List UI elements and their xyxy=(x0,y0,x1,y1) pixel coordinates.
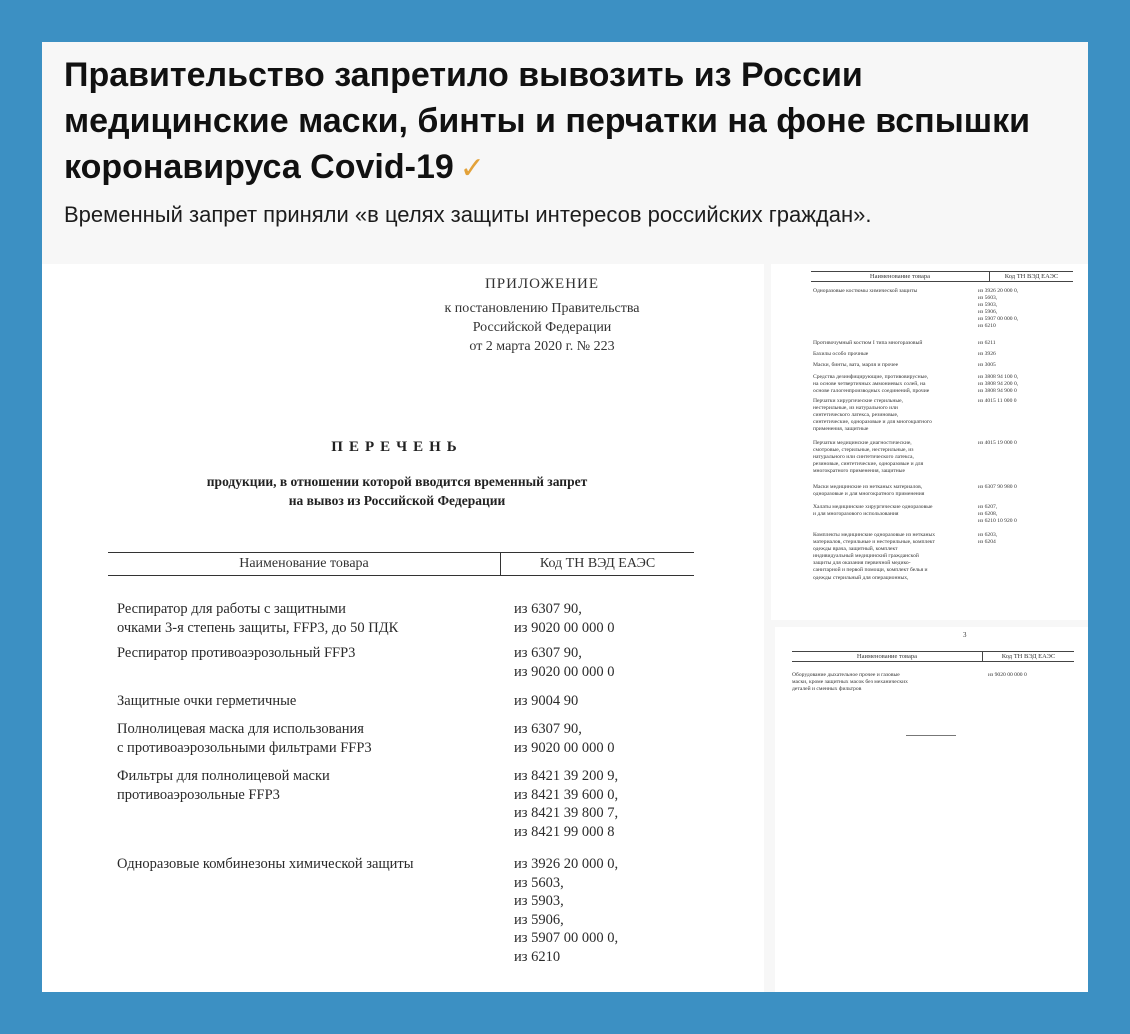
end-divider xyxy=(906,735,956,736)
subtitle: Временный запрет приняли «в целях защиты интересов российских граждан». xyxy=(64,202,872,227)
row-name: Бахилы особо прочные xyxy=(813,351,869,357)
table-row xyxy=(117,600,707,637)
table-header xyxy=(811,271,1073,282)
table-row xyxy=(813,288,1083,331)
row-name: Средства дезинфицирующие, противовирусные, на основе четвертичных аммониевых солей, на основе галогенпроизводных соединений, прочие xyxy=(813,374,930,395)
row-code: из 6203, из 6204 xyxy=(978,532,998,546)
table-row xyxy=(813,484,1083,498)
row-name: Перчатки хирургические стерильные, нестерильные, из натурального или синтетического латекса, резиновые, синтетические, одноразовые и для многократного применения, защитные xyxy=(813,398,932,433)
check-icon: ✓ xyxy=(459,152,485,185)
table-row xyxy=(117,767,707,841)
row-code: из 9004 90 xyxy=(514,693,579,709)
appendix-line: Российской Федерации xyxy=(472,320,612,335)
row-name: Полнолицевая маска для использования с противоаэрозольными фильтрами FFP3 xyxy=(117,721,372,756)
table-header xyxy=(108,552,694,576)
news-card xyxy=(42,42,1088,992)
table-row xyxy=(792,672,1082,693)
table-row xyxy=(117,720,707,757)
document-page-three xyxy=(775,627,1088,992)
list-title: ПЕРЕЧЕНЬ xyxy=(331,439,463,455)
column-header-code: Код ТН ВЭД ЕАЭС xyxy=(1004,273,1059,280)
table-row xyxy=(117,855,707,966)
appendix-block xyxy=(382,276,702,356)
document-page-main xyxy=(42,264,764,992)
row-name: Оборудование дыхательное прочее и газовые маски, кроме защитных масок без механических деталей и сменных фильтров xyxy=(792,672,908,693)
table-row xyxy=(117,644,707,681)
appendix-line: от 2 марта 2020 г. № 223 xyxy=(469,339,615,354)
row-code: из 6307 90, из 9020 00 000 0 xyxy=(514,721,615,756)
row-name: Маски, бинты, вата, марля и прочее xyxy=(813,362,899,368)
row-name: Противочумный костюм I типа многоразовый xyxy=(813,340,923,346)
table-row xyxy=(813,351,1083,358)
table-header xyxy=(792,651,1074,662)
row-code: из 6307 90, из 9020 00 000 0 xyxy=(514,645,615,680)
row-name: Маски медицинские из нетканых материалов, одноразовые и для многократного применения xyxy=(813,484,925,498)
column-header-name: Наименование товара xyxy=(108,553,501,575)
row-name: Респиратор для работы с защитными очками 3-я степень защиты, FFP3, до 50 ПДК xyxy=(117,601,399,636)
column-header-code: Код ТН ВЭД ЕАЭС xyxy=(539,556,656,571)
row-code: из 3926 20 000 0, из 5603, из 5903, из 5906, из 5907 00 000 0, из 6210 xyxy=(978,288,1019,330)
row-name: Комплекты медицинские одноразовые из нетканых материалов, стерильные и нестерильные, комплект одежды врача, защитный, комплект индивидуальный медицинский гражданской защиты для оказания первичной медико- санитарной и первой помощи, комплект белья и одежды стерильный для операционных, xyxy=(813,532,936,581)
row-name: Защитные очки герметичные xyxy=(117,693,297,709)
row-code: из 6207, из 6208, из 6210 10 920 0 xyxy=(978,504,1017,525)
column-header-name: Наименование товара xyxy=(811,272,990,281)
row-code: из 3926 xyxy=(978,351,996,357)
row-code: из 3808 94 100 0, из 3808 94 200 0, из 3808 94 900 0 xyxy=(978,374,1019,395)
list-subtitle xyxy=(102,472,692,510)
row-name: Перчатки медицинские диагностические, смотровые, стерильные, нестерильные, из натурального или синтетического латекса, резиновые, синтетические, одноразовые и для многократного применения, защитные xyxy=(813,440,924,475)
table-row xyxy=(813,504,1083,525)
list-subtitle-line: продукции, в отношении которой вводится временный запрет xyxy=(206,474,588,489)
row-code: из 8421 39 200 9, из 8421 39 600 0, из 8421 39 800 7, из 8421 99 000 8 xyxy=(514,768,619,840)
list-subtitle-line: на вывоз из Российской Федерации xyxy=(288,493,506,508)
headline-text: Правительство запретило вывозить из России медицинские маски, бинты и перчатки на фоне вспышки коронавируса Covid-19 xyxy=(64,56,1030,186)
headline[interactable] xyxy=(64,52,1074,192)
document-page-two xyxy=(771,264,1088,620)
row-code: из 3005 xyxy=(978,362,996,368)
row-name: Респиратор противоаэрозольный FFP3 xyxy=(117,645,356,661)
row-code: из 6307 90, из 9020 00 000 0 xyxy=(514,601,615,636)
appendix-line: к постановлению Правительства xyxy=(444,301,640,316)
page-number: 3 xyxy=(963,631,967,639)
row-code: из 6307 90 980 0 xyxy=(978,484,1017,490)
row-code: из 6211 xyxy=(978,340,996,346)
row-code: из 4015 19 000 0 xyxy=(978,440,1017,446)
row-name: Халаты медицинские хирургические одноразовые и для многоразового использования xyxy=(813,504,933,518)
table-row xyxy=(813,440,1083,475)
row-name: Одноразовые костюмы химической защиты xyxy=(813,288,918,294)
row-name: Одноразовые комбинезоны химической защиты xyxy=(117,856,414,872)
table-row xyxy=(813,398,1083,433)
row-code: из 3926 20 000 0, из 5603, из 5903, из 5906, из 5907 00 000 0, из 6210 xyxy=(514,856,619,965)
table-row xyxy=(813,340,1083,347)
row-code: из 9020 00 000 0 xyxy=(988,672,1027,678)
row-code: из 4015 11 000 0 xyxy=(978,398,1017,404)
table-row xyxy=(813,532,1083,582)
table-row xyxy=(813,362,1083,369)
table-row xyxy=(117,692,707,711)
appendix-title: ПРИЛОЖЕНИЕ xyxy=(484,276,600,292)
row-name: Фильтры для полнолицевой маски противоаэрозольные FFP3 xyxy=(117,768,330,803)
column-header-name: Наименование товара xyxy=(792,652,983,661)
column-header-code: Код ТН ВЭД ЕАЭС xyxy=(1001,653,1056,660)
table-row xyxy=(813,374,1083,395)
